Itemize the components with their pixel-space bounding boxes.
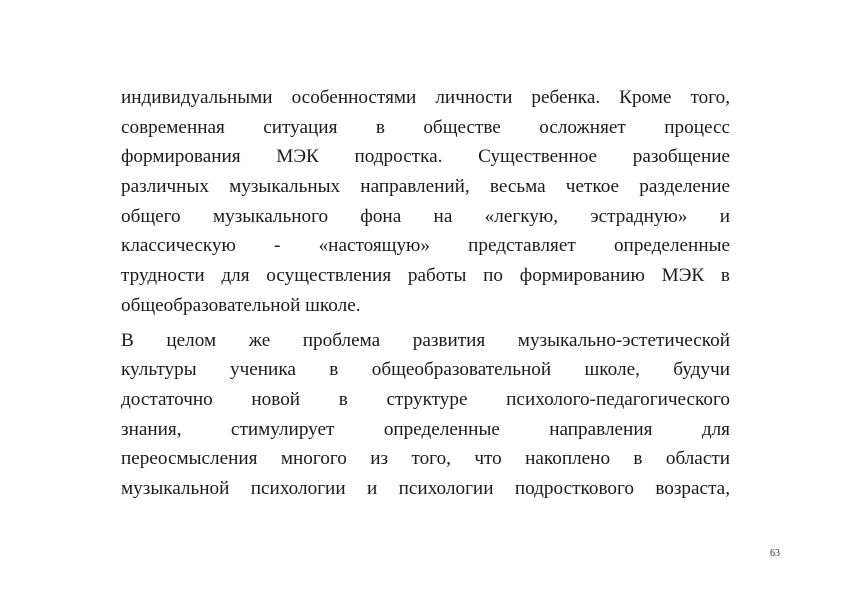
text-line: музыкальной психологии и психологии подросткового возраста,: [121, 477, 730, 499]
text-line: различных музыкальных направлений, весьма четкое разделение: [121, 176, 730, 198]
text-line: знания, стимулирует определенные направления для: [121, 418, 730, 440]
page-number: 63: [770, 548, 780, 559]
text-line: общего музыкального фона на «легкую, эстрадную» и: [121, 205, 730, 227]
text-line: классическую - «настоящую» представляет определенные: [121, 235, 730, 257]
text-line: индивидуальными особенностями личности ребенка. Кроме того,: [121, 87, 730, 108]
text-line: трудности для осуществления работы по формированию МЭК в: [121, 265, 730, 287]
text-line: формирования МЭК подростка. Существенное разобщение: [121, 146, 730, 168]
text-line: современная ситуация в обществе осложняет процесс: [121, 116, 730, 138]
paragraph-2: [121, 326, 730, 504]
text-line: общеобразовательной школе.: [121, 294, 361, 316]
text-line: переосмысления многого из того, что накоплено в области: [121, 448, 730, 470]
text-line: В целом же проблема развития музыкально-эстетической: [121, 329, 730, 351]
text-line: культуры ученика в общеобразовательной школе, будучи: [121, 359, 730, 381]
paragraph-1: [121, 83, 730, 321]
text-line: достаточно новой в структуре психолого-педагогического: [121, 388, 730, 410]
body-text: [121, 83, 730, 504]
